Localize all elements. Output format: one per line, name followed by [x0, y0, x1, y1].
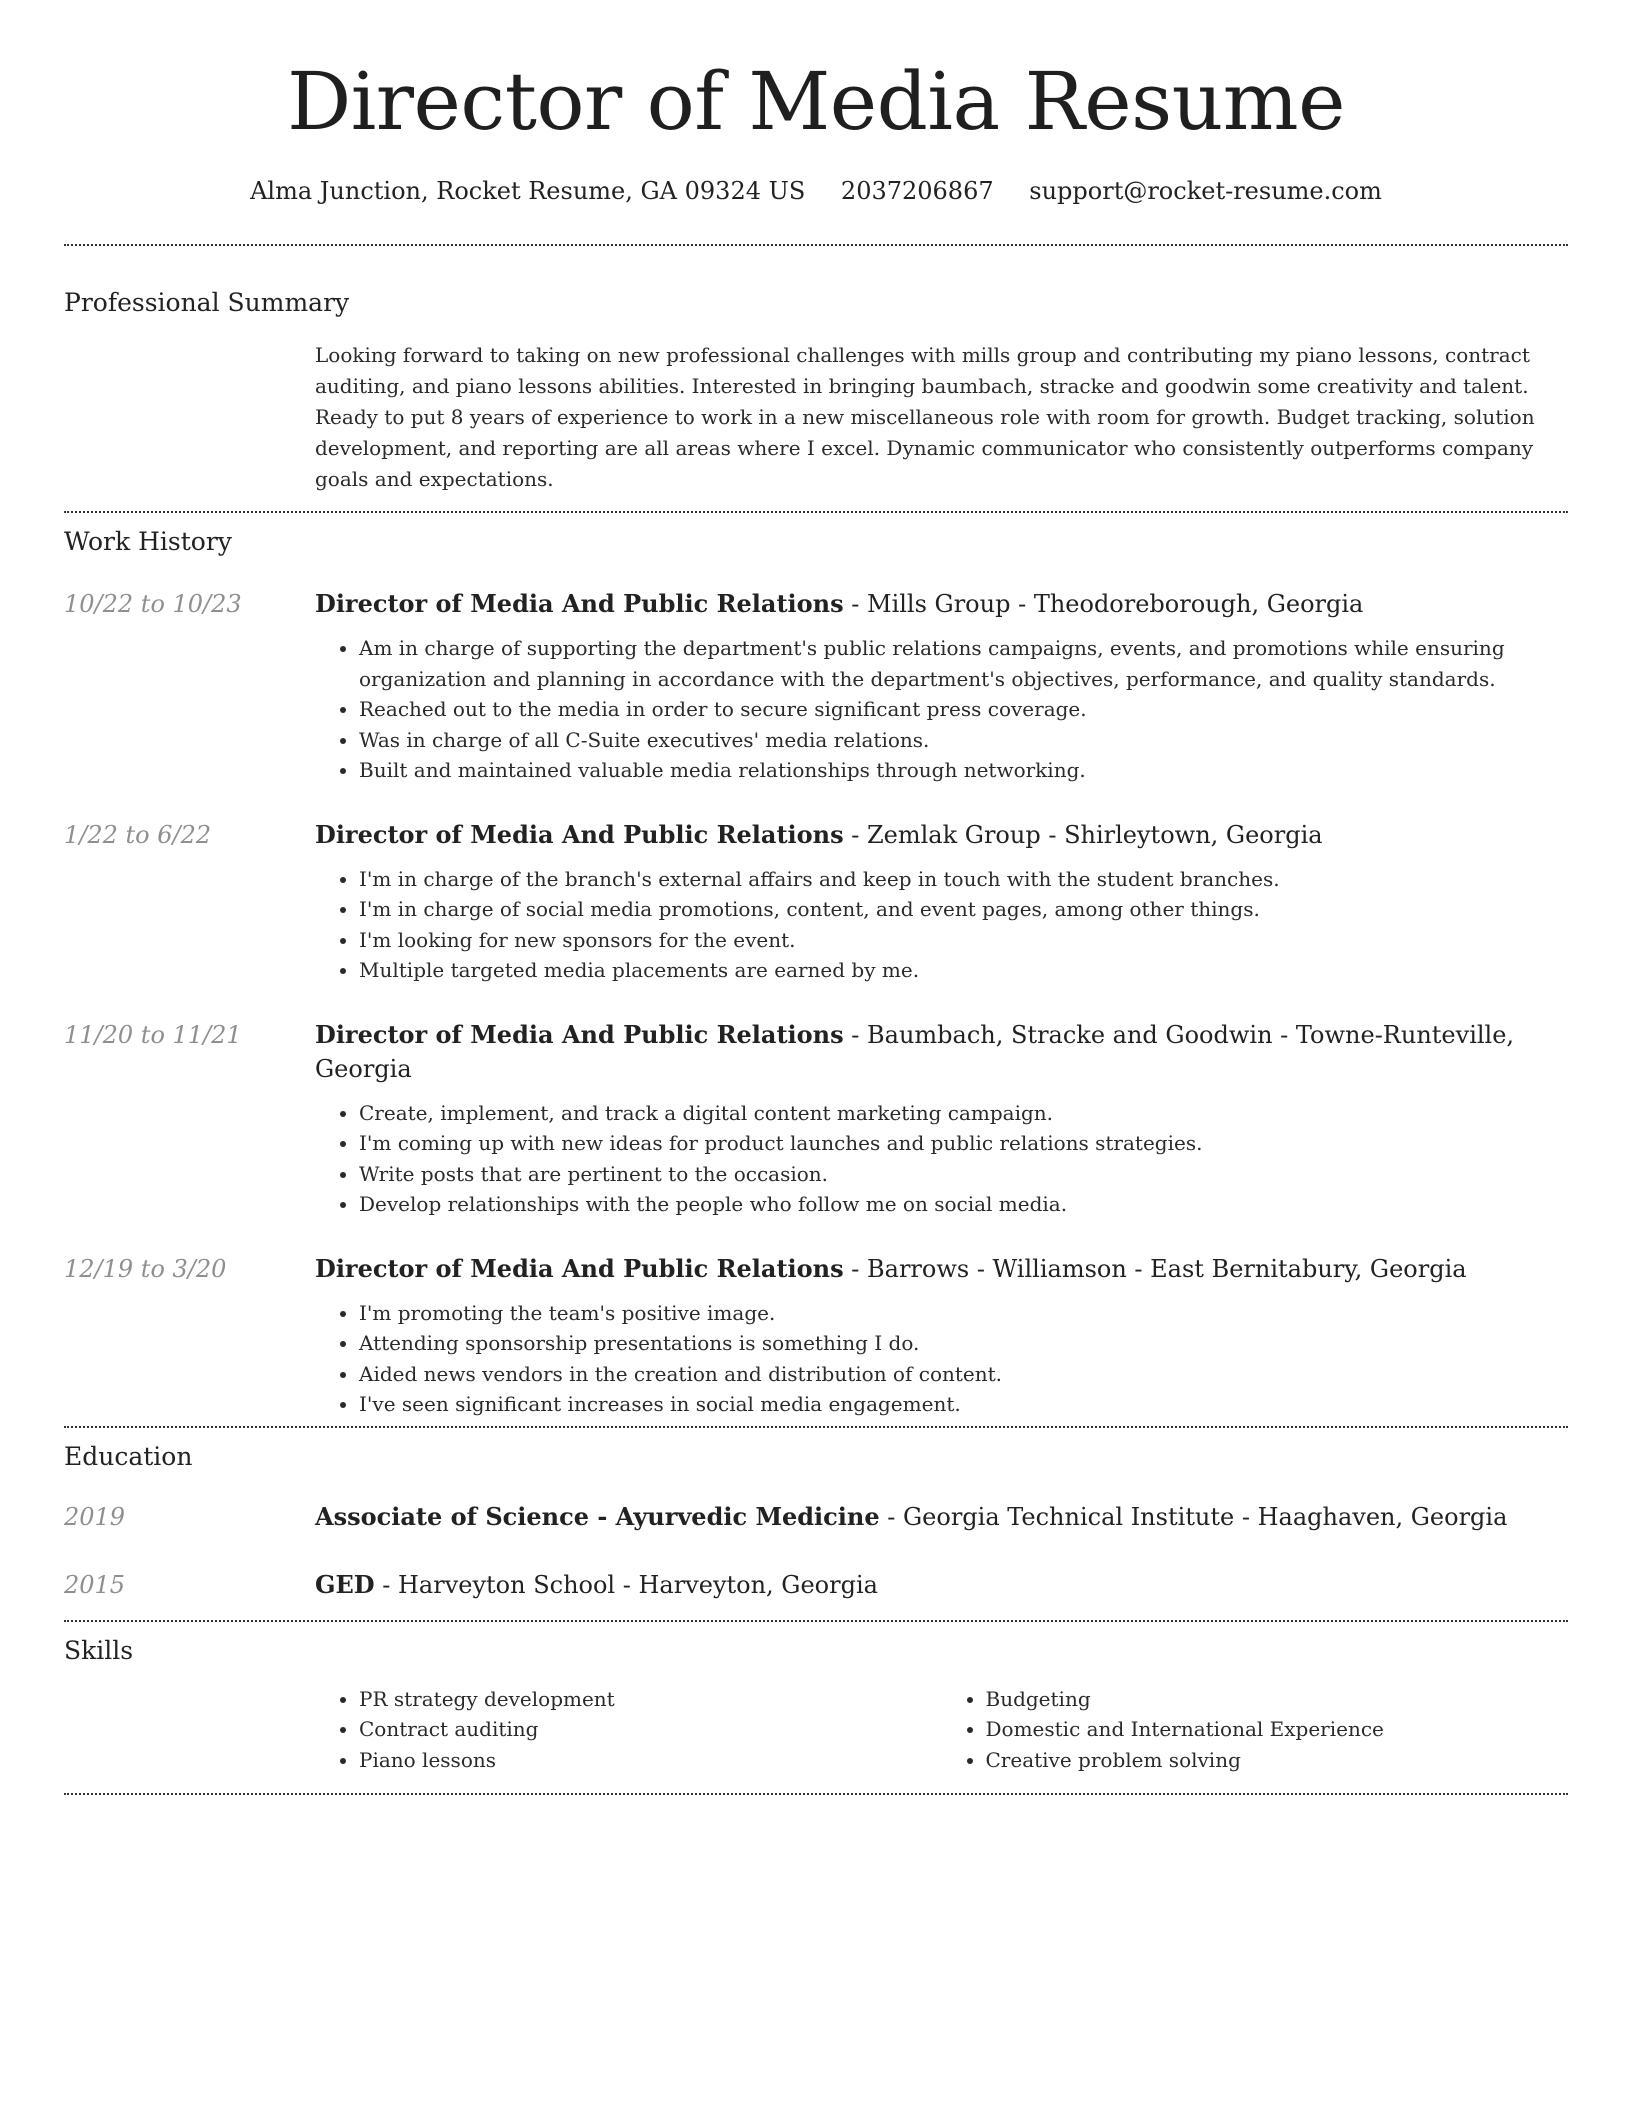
- education-divider: [64, 1620, 1568, 1622]
- work-company: - Barrows - Williamson - East Bernitabury, Georgia: [843, 1254, 1467, 1283]
- work-entry: [64, 1252, 1568, 1420]
- summary-text: Looking forward to taking on new professional challenges with mills group and contributing my piano lessons, contract auditing, and piano lessons abilities. Interested in bringing baumbach, stracke and goodwin some creativity and talent. Ready to put 8 years of experience to work in a new miscellaneous role with room for growth. Budget tracking, solution development, and reporting are all areas where I excel. Dynamic communicator who consistently outperforms company goals and expectations.: [315, 343, 1535, 491]
- education-date: 2015: [64, 1570, 126, 1599]
- list-item: • I'm looking for new sponsors for the event.: [359, 925, 1568, 956]
- list-item: • Develop relationships with the people who follow me on social media.: [359, 1189, 1568, 1220]
- work-bullets: [315, 633, 1568, 786]
- contact-phone: 2037206867: [840, 177, 994, 205]
- work-bullets: [315, 1098, 1568, 1220]
- summary-section: [64, 286, 1568, 495]
- page-title: Director of Media Resume: [287, 55, 1345, 148]
- list-item: • Aided news vendors in the creation and distribution of content.: [359, 1359, 1568, 1390]
- header-divider: [64, 244, 1568, 246]
- work-role: Director of Media And Public Relations: [315, 819, 844, 849]
- skill-item: • Contract auditing: [359, 1714, 942, 1745]
- list-item: • Multiple targeted media placements are earned by me.: [359, 955, 1568, 986]
- education-body: [315, 1500, 1568, 1534]
- skill-item: • Domestic and International Experience: [986, 1714, 1569, 1745]
- list-item: • Reached out to the media in order to secure significant press coverage.: [359, 694, 1568, 725]
- education-school: - Harveyton School - Harveyton, Georgia: [374, 1570, 878, 1599]
- education-heading: [315, 1500, 1568, 1534]
- education-date: 2019: [64, 1502, 126, 1531]
- work-role: Director of Media And Public Relations: [315, 589, 844, 618]
- work-bullets: [315, 1298, 1568, 1420]
- work-heading: [315, 818, 1568, 852]
- education-degree: Associate of Science - Ayurvedic Medicine: [315, 1501, 880, 1531]
- work-role: Director of Media And Public Relations: [315, 1253, 844, 1283]
- summary-title: Professional Summary: [64, 288, 350, 317]
- skills-divider: [64, 1793, 1568, 1795]
- work-heading: [315, 1252, 1568, 1286]
- education-title: Education: [64, 1441, 193, 1471]
- work-date: 11/20 to 11/21: [64, 1020, 242, 1049]
- work-body: [315, 587, 1568, 786]
- education-heading: [315, 1568, 1568, 1602]
- work-company: - Mills Group - Theodoreborough, Georgia: [843, 590, 1364, 618]
- work-body: [315, 1252, 1568, 1420]
- skills-section: [64, 1634, 1568, 1776]
- work-entry: [64, 1018, 1568, 1220]
- list-item: • I've seen significant increases in social media engagement.: [359, 1389, 1568, 1420]
- work-company: - Baumbach, Stracke and Goodwin - Towne-Runteville, Georgia: [315, 1020, 1515, 1083]
- work-entry: [64, 818, 1568, 986]
- contact-address: Alma Junction, Rocket Resume, GA 09324 US: [250, 177, 806, 205]
- education-body: [315, 1568, 1568, 1602]
- work-date: 1/22 to 6/22: [64, 820, 212, 849]
- education-degree: GED: [315, 1569, 375, 1599]
- contact-email: support@rocket-resume.com: [1029, 177, 1382, 205]
- list-item: • Was in charge of all C-Suite executives' media relations.: [359, 725, 1568, 756]
- skill-item: • PR strategy development: [359, 1684, 942, 1715]
- work-heading: [315, 1018, 1568, 1086]
- work-heading: [315, 587, 1568, 621]
- list-item: • I'm in charge of the branch's external affairs and keep in touch with the student branches.: [359, 864, 1568, 895]
- education-entry: [64, 1568, 1568, 1602]
- list-item: • Create, implement, and track a digital content marketing campaign.: [359, 1098, 1568, 1129]
- list-item: • I'm coming up with new ideas for product launches and public relations strategies.: [359, 1128, 1568, 1159]
- education-school: - Georgia Technical Institute - Haaghaven, Georgia: [879, 1502, 1508, 1531]
- skill-item: • Creative problem solving: [986, 1745, 1569, 1776]
- work-date: 10/22 to 10/23: [64, 590, 242, 618]
- contact-line: [64, 174, 1568, 208]
- work-bullets: [315, 864, 1568, 986]
- work-date: 12/19 to 3/20: [64, 1254, 227, 1283]
- skill-item: • Budgeting: [986, 1684, 1569, 1715]
- work-history-title: Work History: [64, 527, 232, 556]
- skills-left-column: [315, 1684, 942, 1776]
- education-section: [64, 1440, 1568, 1602]
- skills-right-column: [942, 1684, 1569, 1776]
- work-company: - Zemlak Group - Shirleytown, Georgia: [843, 820, 1323, 849]
- summary-divider: [64, 511, 1568, 513]
- list-item: • I'm promoting the team's positive image.: [359, 1298, 1568, 1329]
- work-entry: [64, 587, 1568, 786]
- work-history-section: [64, 525, 1568, 1420]
- skill-item: • Piano lessons: [359, 1745, 942, 1776]
- work-body: [315, 818, 1568, 986]
- list-item: • Write posts that are pertinent to the occasion.: [359, 1159, 1568, 1190]
- skills-title: Skills: [64, 1635, 134, 1665]
- work-divider: [64, 1426, 1568, 1428]
- education-entry: [64, 1500, 1568, 1534]
- skills-columns: [315, 1684, 1568, 1776]
- list-item: • Attending sponsorship presentations is something I do.: [359, 1328, 1568, 1359]
- resume-header: [64, 0, 1568, 208]
- work-role: Director of Media And Public Relations: [315, 1019, 844, 1049]
- work-body: [315, 1018, 1568, 1220]
- list-item: • Am in charge of supporting the department's public relations campaigns, events, and promotions while ensuring organization and planning in accordance with the department's objectives, performance, and quality standards.: [359, 633, 1568, 694]
- list-item: • Built and maintained valuable media relationships through networking.: [359, 755, 1568, 786]
- list-item: • I'm in charge of social media promotions, content, and event pages, among other things.: [359, 894, 1568, 925]
